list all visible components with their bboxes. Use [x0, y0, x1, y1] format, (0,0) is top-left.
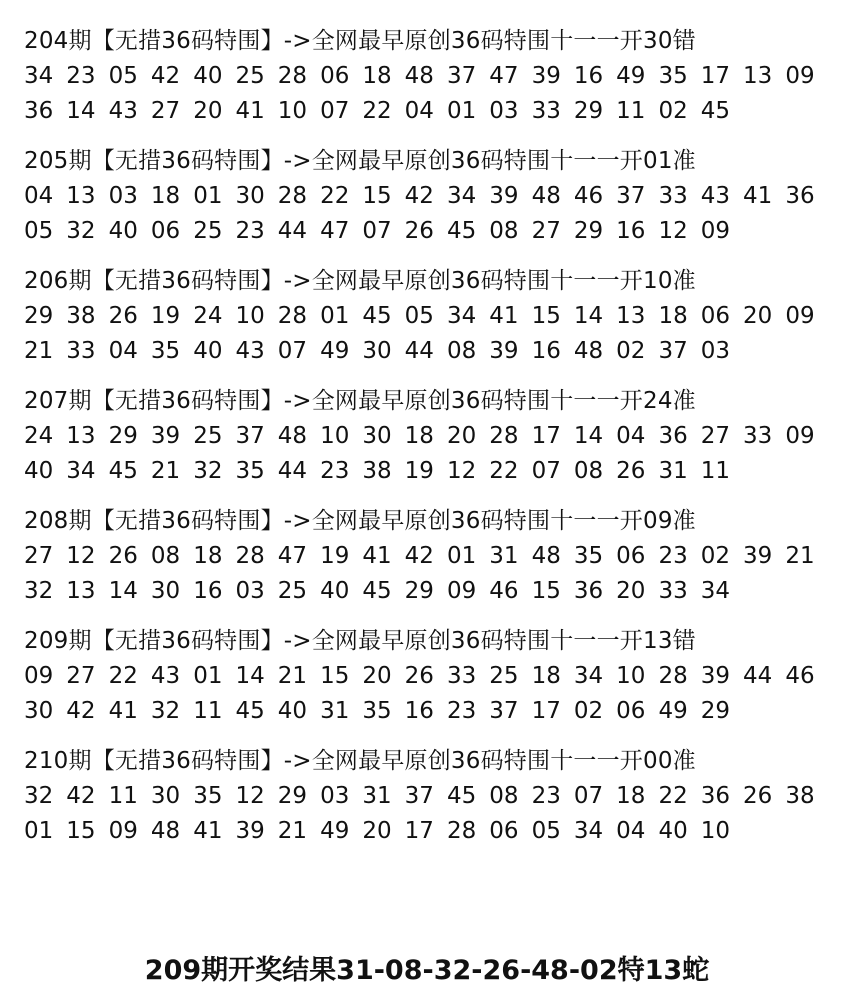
number-cell: 03 [489, 98, 519, 124]
number-row [24, 179, 839, 214]
number-cell: 06 [616, 698, 646, 724]
number-cell: 41 [362, 543, 392, 569]
number-cell: 20 [362, 663, 392, 689]
number-cell: 27 [24, 543, 54, 569]
number-cell: 34 [446, 303, 477, 329]
number-cell: 34 [573, 818, 604, 844]
number-cell: 04 [108, 338, 138, 364]
number-cell: 10 [320, 423, 350, 449]
number-cell: 43 [235, 338, 265, 364]
number-cell: 15 [531, 578, 561, 604]
number-cell: 04 [24, 183, 54, 209]
number-cell: 40 [193, 63, 223, 89]
number-cell: 25 [193, 218, 223, 244]
number-cell: 13 [66, 183, 96, 209]
number-cell: 41 [235, 98, 265, 124]
number-cell: 11 [193, 698, 223, 724]
number-cell: 23 [658, 543, 688, 569]
number-cell: 18 [404, 423, 434, 449]
record-block [24, 744, 839, 864]
number-cell: 39 [531, 63, 561, 89]
number-cell: 33 [658, 578, 688, 604]
number-cell: 39 [489, 183, 519, 209]
number-cell: 11 [108, 783, 138, 809]
records-list [24, 24, 839, 864]
number-cell: 28 [235, 543, 265, 569]
number-cell: 18 [362, 63, 392, 89]
number-cell: 31 [320, 698, 350, 724]
number-cell: 48 [573, 338, 604, 364]
number-cell: 09 [700, 218, 731, 244]
number-row [24, 214, 839, 249]
record-block [24, 504, 839, 624]
number-cell: 21 [24, 338, 54, 364]
number-cell: 32 [24, 783, 54, 809]
number-cell: 33 [531, 98, 561, 124]
number-cell: 36 [658, 423, 688, 449]
number-cell: 22 [108, 663, 138, 689]
number-cell: 02 [616, 338, 646, 364]
record-header: 209期【无措36码特围】->全网最早原创36码特围十一一开13错 [24, 628, 696, 654]
number-cell: 42 [66, 783, 96, 809]
number-cell: 44 [404, 338, 434, 364]
number-cell: 05 [108, 63, 138, 89]
number-cell: 28 [658, 663, 688, 689]
number-cell: 14 [573, 423, 604, 449]
number-cell: 03 [320, 783, 350, 809]
number-cell: 27 [700, 423, 731, 449]
number-cell: 18 [193, 543, 223, 569]
number-cell: 37 [446, 63, 477, 89]
number-cell: 35 [658, 63, 688, 89]
number-cell: 27 [66, 663, 96, 689]
number-cell: 18 [531, 663, 561, 689]
number-cell: 10 [277, 98, 308, 124]
number-cell: 29 [700, 698, 731, 724]
number-cell: 09 [108, 818, 138, 844]
number-cell: 26 [108, 543, 138, 569]
number-cell: 33 [658, 183, 688, 209]
number-cell: 46 [489, 578, 519, 604]
number-cell: 04 [616, 818, 646, 844]
number-cell: 27 [150, 98, 181, 124]
number-cell: 46 [573, 183, 604, 209]
number-cell: 25 [193, 423, 223, 449]
number-cell: 12 [66, 543, 96, 569]
number-cell: 07 [277, 338, 308, 364]
number-cell: 39 [743, 543, 773, 569]
number-cell: 37 [235, 423, 265, 449]
number-cell: 44 [277, 458, 308, 484]
number-cell: 31 [362, 783, 392, 809]
number-cell: 22 [362, 98, 392, 124]
number-cell: 30 [362, 423, 392, 449]
number-cell: 11 [700, 458, 731, 484]
number-cell: 05 [404, 303, 434, 329]
number-cell: 20 [446, 423, 477, 449]
number-cell: 13 [66, 578, 96, 604]
number-cell: 47 [489, 63, 519, 89]
number-cell: 17 [531, 423, 561, 449]
number-cell: 25 [489, 663, 519, 689]
number-cell: 06 [700, 303, 731, 329]
number-cell: 45 [446, 783, 477, 809]
number-cell: 37 [616, 183, 646, 209]
number-cell: 32 [150, 698, 181, 724]
number-cell: 34 [24, 63, 54, 89]
number-cell: 09 [785, 423, 815, 449]
number-row [24, 334, 839, 369]
number-cell: 05 [24, 218, 54, 244]
number-cell: 24 [193, 303, 223, 329]
number-cell: 48 [277, 423, 308, 449]
number-row [24, 659, 839, 694]
number-cell: 32 [193, 458, 223, 484]
number-cell: 42 [66, 698, 96, 724]
draw-result: 209期开奖结果31-08-32-26-48-02特13蛇 [144, 955, 710, 986]
number-cell: 20 [616, 578, 646, 604]
number-cell: 07 [531, 458, 561, 484]
number-cell: 49 [658, 698, 688, 724]
number-cell: 15 [531, 303, 561, 329]
number-cell: 35 [235, 458, 265, 484]
number-cell: 38 [66, 303, 96, 329]
number-cell: 45 [700, 98, 731, 124]
number-cell: 32 [66, 218, 96, 244]
number-cell: 16 [404, 698, 434, 724]
number-cell: 34 [66, 458, 96, 484]
number-cell: 07 [320, 98, 350, 124]
number-cell: 15 [66, 818, 96, 844]
number-cell: 16 [193, 578, 223, 604]
number-cell: 16 [573, 63, 604, 89]
number-cell: 40 [277, 698, 308, 724]
number-cell: 49 [616, 63, 646, 89]
number-cell: 23 [235, 218, 265, 244]
record-block [24, 264, 839, 384]
number-cell: 29 [404, 578, 434, 604]
number-cell: 02 [658, 98, 688, 124]
number-cell: 30 [235, 183, 265, 209]
number-cell: 36 [573, 578, 604, 604]
number-cell: 26 [743, 783, 773, 809]
record-header: 208期【无措36码特围】->全网最早原创36码特围十一一开09准 [24, 508, 696, 534]
number-cell: 30 [150, 783, 181, 809]
number-cell: 17 [404, 818, 434, 844]
number-cell: 20 [743, 303, 773, 329]
number-row [24, 694, 839, 729]
number-cell: 37 [404, 783, 434, 809]
number-cell: 03 [700, 338, 731, 364]
number-cell: 44 [743, 663, 773, 689]
number-cell: 25 [235, 63, 265, 89]
number-cell: 29 [24, 303, 54, 329]
number-cell: 09 [446, 578, 477, 604]
number-cell: 16 [616, 218, 646, 244]
number-cell: 23 [320, 458, 350, 484]
number-cell: 12 [658, 218, 688, 244]
number-cell: 29 [573, 218, 604, 244]
number-cell: 35 [193, 783, 223, 809]
number-cell: 06 [616, 543, 646, 569]
number-cell: 22 [320, 183, 350, 209]
number-cell: 36 [24, 98, 54, 124]
number-cell: 07 [573, 783, 604, 809]
number-cell: 35 [362, 698, 392, 724]
number-cell: 18 [658, 303, 688, 329]
number-cell: 08 [573, 458, 604, 484]
number-cell: 23 [531, 783, 561, 809]
number-cell: 45 [362, 303, 392, 329]
number-cell: 28 [277, 303, 308, 329]
number-cell: 36 [785, 183, 815, 209]
number-cell: 08 [150, 543, 181, 569]
number-cell: 34 [700, 578, 731, 604]
number-cell: 39 [235, 818, 265, 844]
number-cell: 45 [446, 218, 477, 244]
number-cell: 45 [362, 578, 392, 604]
number-cell: 28 [277, 183, 308, 209]
number-cell: 41 [108, 698, 138, 724]
number-cell: 39 [150, 423, 181, 449]
number-cell: 13 [616, 303, 646, 329]
number-cell: 20 [193, 98, 223, 124]
number-cell: 22 [658, 783, 688, 809]
number-cell: 46 [785, 663, 815, 689]
number-cell: 42 [150, 63, 181, 89]
number-cell: 31 [489, 543, 519, 569]
number-row [24, 299, 839, 334]
number-cell: 42 [404, 183, 434, 209]
number-cell: 01 [24, 818, 54, 844]
number-cell: 40 [108, 218, 138, 244]
number-cell: 21 [277, 663, 308, 689]
number-cell: 10 [616, 663, 646, 689]
number-cell: 47 [320, 218, 350, 244]
record-block [24, 24, 839, 144]
number-cell: 48 [531, 183, 561, 209]
number-cell: 13 [743, 63, 773, 89]
number-cell: 31 [658, 458, 688, 484]
number-cell: 40 [320, 578, 350, 604]
number-row [24, 539, 839, 574]
number-row [24, 419, 839, 454]
number-cell: 43 [108, 98, 138, 124]
number-cell: 09 [785, 303, 815, 329]
number-cell: 47 [277, 543, 308, 569]
number-cell: 10 [700, 818, 731, 844]
number-cell: 12 [235, 783, 265, 809]
number-cell: 41 [193, 818, 223, 844]
number-cell: 08 [446, 338, 477, 364]
number-cell: 03 [108, 183, 138, 209]
number-cell: 15 [362, 183, 392, 209]
number-cell: 06 [150, 218, 181, 244]
number-cell: 27 [531, 218, 561, 244]
number-cell: 48 [150, 818, 181, 844]
number-cell: 18 [616, 783, 646, 809]
number-cell: 01 [446, 98, 477, 124]
number-cell: 37 [489, 698, 519, 724]
number-cell: 07 [362, 218, 392, 244]
number-cell: 45 [235, 698, 265, 724]
number-cell: 39 [700, 663, 731, 689]
number-cell: 20 [362, 818, 392, 844]
number-cell: 23 [446, 698, 477, 724]
number-cell: 41 [743, 183, 773, 209]
number-cell: 39 [489, 338, 519, 364]
number-cell: 28 [277, 63, 308, 89]
number-cell: 26 [404, 218, 434, 244]
number-cell: 49 [320, 338, 350, 364]
number-cell: 19 [150, 303, 181, 329]
number-cell: 30 [150, 578, 181, 604]
number-cell: 14 [108, 578, 138, 604]
number-cell: 14 [66, 98, 96, 124]
number-cell: 08 [489, 783, 519, 809]
number-cell: 16 [531, 338, 561, 364]
number-cell: 34 [446, 183, 477, 209]
number-cell: 26 [616, 458, 646, 484]
record-header: 206期【无措36码特围】->全网最早原创36码特围十一一开10准 [24, 268, 696, 294]
number-cell: 14 [573, 303, 604, 329]
number-cell: 17 [531, 698, 561, 724]
number-cell: 01 [446, 543, 477, 569]
number-cell: 35 [150, 338, 181, 364]
number-cell: 10 [235, 303, 265, 329]
number-cell: 34 [573, 663, 604, 689]
number-row [24, 574, 839, 609]
number-cell: 06 [320, 63, 350, 89]
number-cell: 44 [277, 218, 308, 244]
number-cell: 45 [108, 458, 138, 484]
number-row [24, 454, 839, 489]
number-row [24, 779, 839, 814]
number-cell: 38 [362, 458, 392, 484]
number-cell: 01 [193, 663, 223, 689]
number-cell: 03 [235, 578, 265, 604]
number-cell: 33 [66, 338, 96, 364]
number-cell: 13 [66, 423, 96, 449]
number-cell: 40 [193, 338, 223, 364]
number-cell: 11 [616, 98, 646, 124]
record-block [24, 144, 839, 264]
number-cell: 22 [489, 458, 519, 484]
number-cell: 49 [320, 818, 350, 844]
number-cell: 26 [108, 303, 138, 329]
number-cell: 08 [489, 218, 519, 244]
number-cell: 37 [658, 338, 688, 364]
number-cell: 29 [277, 783, 308, 809]
number-cell: 25 [277, 578, 308, 604]
number-cell: 04 [616, 423, 646, 449]
record-block [24, 384, 839, 504]
number-cell: 21 [150, 458, 181, 484]
number-cell: 02 [700, 543, 731, 569]
number-cell: 19 [404, 458, 434, 484]
number-cell: 36 [700, 783, 731, 809]
number-cell: 01 [320, 303, 350, 329]
number-cell: 18 [150, 183, 181, 209]
number-cell: 40 [24, 458, 54, 484]
number-cell: 09 [24, 663, 54, 689]
number-cell: 19 [320, 543, 350, 569]
number-cell: 23 [66, 63, 96, 89]
number-cell: 30 [24, 698, 54, 724]
number-cell: 15 [320, 663, 350, 689]
number-row [24, 814, 839, 849]
record-header: 204期【无措36码特围】->全网最早原创36码特围十一一开30错 [24, 28, 696, 54]
number-row [24, 94, 839, 129]
number-cell: 32 [24, 578, 54, 604]
number-cell: 28 [489, 423, 519, 449]
number-cell: 24 [24, 423, 54, 449]
record-block [24, 624, 839, 744]
number-cell: 30 [362, 338, 392, 364]
number-cell: 01 [193, 183, 223, 209]
number-cell: 05 [531, 818, 561, 844]
number-cell: 12 [446, 458, 477, 484]
number-cell: 29 [573, 98, 604, 124]
number-cell: 41 [489, 303, 519, 329]
record-header: 207期【无措36码特围】->全网最早原创36码特围十一一开24准 [24, 388, 696, 414]
number-cell: 43 [700, 183, 731, 209]
number-cell: 26 [404, 663, 434, 689]
number-cell: 33 [446, 663, 477, 689]
number-cell: 43 [150, 663, 181, 689]
number-cell: 40 [658, 818, 688, 844]
number-cell: 09 [785, 63, 815, 89]
number-cell: 48 [404, 63, 434, 89]
number-cell: 02 [573, 698, 604, 724]
number-cell: 48 [531, 543, 561, 569]
number-cell: 17 [700, 63, 731, 89]
number-cell: 42 [404, 543, 434, 569]
number-cell: 33 [743, 423, 773, 449]
number-cell: 04 [404, 98, 434, 124]
number-cell: 21 [785, 543, 815, 569]
number-cell: 28 [446, 818, 477, 844]
number-cell: 38 [785, 783, 815, 809]
number-cell: 06 [489, 818, 519, 844]
number-cell: 14 [235, 663, 265, 689]
number-cell: 21 [277, 818, 308, 844]
number-cell: 29 [108, 423, 138, 449]
record-header: 210期【无措36码特围】->全网最早原创36码特围十一一开00准 [24, 748, 696, 774]
record-header: 205期【无措36码特围】->全网最早原创36码特围十一一开01准 [24, 148, 696, 174]
number-row [24, 59, 839, 94]
number-cell: 35 [573, 543, 604, 569]
